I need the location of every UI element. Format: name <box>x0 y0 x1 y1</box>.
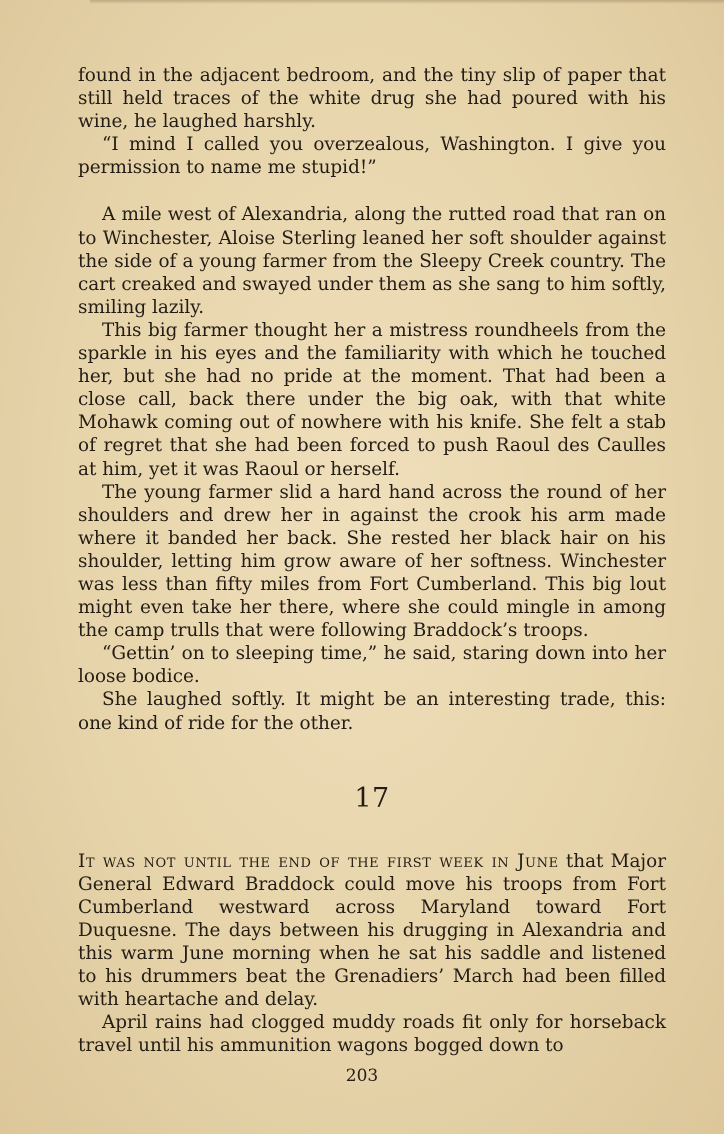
paragraph-dialogue: “Gettin’ on to sleeping time,” he said, staring down into her loose bodice. <box>78 643 666 688</box>
paragraph: This big farmer thought her a mistress roundheels from the sparkle in his eyes and the familiarity with which he touched her, but she had no pride at the moment. That had been a close call, back there under the big oak, with that white Mohawk coming out of nowhere with his knife. She felt a stab of regret that she had been forced to push Raoul des Caulles at him, yet it was Raoul or herself. <box>78 319 666 480</box>
chapter-opening-paragraph <box>78 850 666 1012</box>
page-text <box>78 64 666 1058</box>
paragraph-dialogue: “I mind I called you overzealous, Washington. I give you permission to name me stupid!” <box>78 134 666 179</box>
paragraph: The young farmer slid a hard hand across the round of her shoulders and drew her in against the crook his arm made where it banded her back. She rested her black hair on his shoulder, letting him grow aware of her softness. Winchester was less than fifty miles from Fort Cumberland. This big lout might even take her there, where she could mingle in among the camp trulls that were following Braddock’s troops. <box>78 481 666 642</box>
paragraph: April rains had clogged muddy roads fit only for horseback travel until his ammunition wagons bogged down to <box>78 1012 666 1057</box>
paragraph: She laughed softly. It might be an interesting trade, this: one kind of ride for the other. <box>78 689 666 734</box>
paragraph-continued: found in the adjacent bedroom, and the tiny slip of paper that still held traces of the white drug she had poured with his wine, he laughed harshly. <box>78 65 666 133</box>
scene-break <box>78 179 666 203</box>
chapter-opening-text: that Major General Edward Braddock could move his troops from Fort Cumberland westward across Maryland toward Fort Duquesne. The days between his drugging in Alexandria and this warm June morning when he sat his saddle and listened to his drummers beat the Grenadiers’ March had been filled with heartache and delay. <box>78 850 666 1011</box>
chapter-opening-smallcaps: It was not until the end of the first week in June <box>78 850 559 872</box>
page-edge-shadow <box>90 0 724 4</box>
paragraph-scene-opening: A mile west of Alexandria, along the rutted road that ran on to Winchester, Aloise Sterling leaned her soft shoulder against the side of a young farmer from the Sleepy Creek country. The cart creaked and swayed under them as she sang to him softly, smiling lazily. <box>78 204 666 318</box>
page-number: 203 <box>345 1066 379 1086</box>
chapter-number: 17 <box>354 782 390 814</box>
